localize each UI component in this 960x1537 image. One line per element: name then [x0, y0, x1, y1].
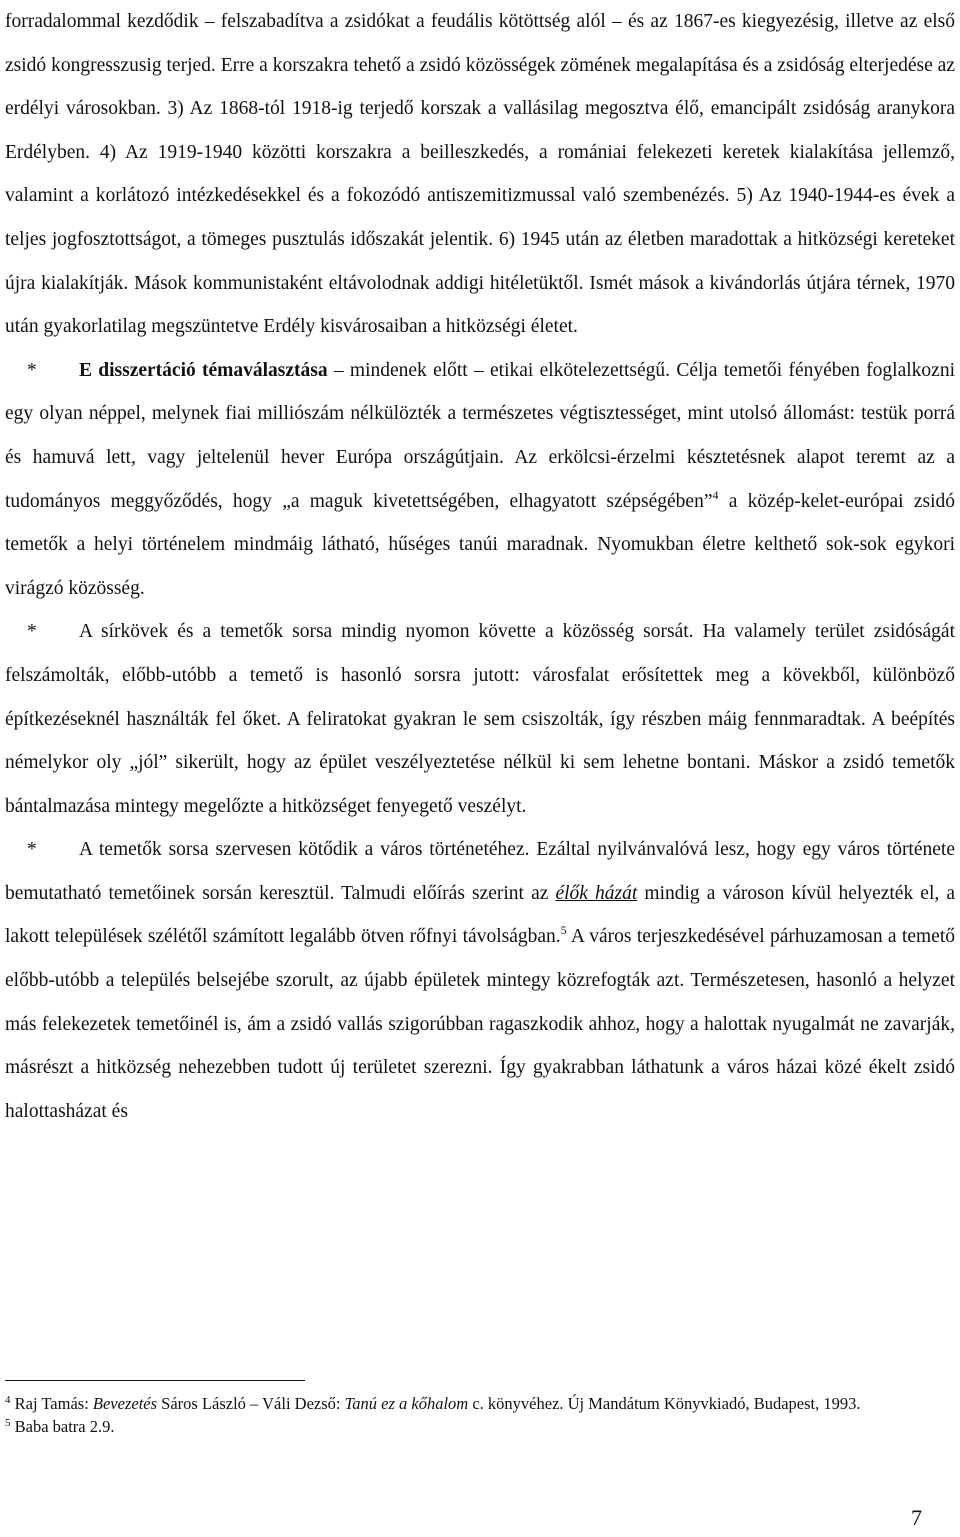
footnote-text: Raj Tamás:: [10, 1394, 93, 1413]
page-number: 7: [911, 1505, 922, 1530]
paragraph-cemetery-city: [5, 828, 955, 1133]
paragraph-text: A sírkövek és a temetők sorsa mindig nyomon követte a közösség sorsát. Ha valamely terület zsidóságát felszámolták, előbb-utóbb a temető is hasonló sorsra jutott: városfalat erősítettek meg a kövekből, különböző építkezéseknél használták fel őket. A feliratokat gyakran le sem csiszolták, így részben máig fennmaradtak. A beépítés némelykor oly „jól” sikerült, hogy az épület veszélyeztetése nélkül ki sem lehetne bontani. Máskor a zsidó temetők bántalmazása mintegy megelőzte a hitközséget fenyegető veszélyt.: [5, 621, 955, 817]
footnotes: [5, 1392, 955, 1438]
footnote-4: [5, 1392, 955, 1415]
footnote-5: [5, 1415, 955, 1438]
footnote-text: c. könyvéhez. Új Mandátum Könyvkiadó, Budapest, 1993.: [468, 1394, 861, 1413]
bold-phrase: E disszertáció témaválasztása: [79, 359, 328, 381]
footnote-ref-4[interactable]: 4: [712, 487, 719, 502]
paragraph-text: A temetők sorsa szervesen kötődik a város történetéhez. Ezáltal nyilvánvalóvá lesz, hogy egy város története bemutatható temetőinek sorsán keresztül. Talmudi előírás szerint az: [5, 839, 955, 904]
paragraph-text: mindig a városon kívül helyezték el, a lakott települések szélétől számított legalább ötven rőfnyi távolságban.: [5, 882, 956, 948]
asterisk-marker: *: [27, 621, 37, 643]
footnote-title: Tanú ez a kőhalom: [344, 1394, 469, 1413]
footnote-number: 5: [5, 1417, 11, 1429]
paragraph-gravestones: [5, 610, 955, 828]
footnote-title: Bevezetés: [92, 1394, 158, 1413]
italic-term: élők házát: [555, 882, 638, 904]
paragraph-topic-choice: [5, 349, 955, 611]
footnote-number: 4: [5, 1394, 11, 1406]
paragraph-text: a közép-kelet-európai zsidó temetők a helyi történelem mindmáig látható, hűséges tanúi maradnak. Nyomukban életre kelthető sok-sok egykori virágzó közösség.: [5, 490, 955, 599]
paragraph-text: A város terjeszkedésével párhuzamosan a temető előbb-utóbb a település belsejébe szorult, az újabb épületek mintegy közrefogták azt. Természetesen, hasonló a helyzet más felekezetek temetőinél is, ám a zsidó vallás szigorúbban ragaszkodik ahhoz, hogy a halottak nyugalmát ne zavarják, másrészt a hitközség nehezebben tudott új területet szerezni. Így gyakrabban láthatunk a város házai közé ékelt zsidó halottasházat és: [5, 926, 955, 1122]
footnote-text: Baba batra 2.9.: [10, 1417, 115, 1436]
body-text: [5, 0, 955, 1133]
footnote-text: Sáros László – Váli Dezső:: [157, 1394, 345, 1413]
asterisk-marker: *: [27, 359, 37, 381]
paragraph-text: – mindenek előtt – etikai elkötelezettségű. Célja temetői fényében foglalkozni egy olyan néppel, melynek fiai milliószám nélkülözték a természetes végtisztességet, mint utolsó állomást: testük porrá és hamuvá lett, vagy jeltelenül hever Európa országútjain. Az erkölcsi-érzelmi késztetésnek alapot teremt az a tudományos meggyőződés, hogy „a maguk kivetettségében, elhagyatott szépségében”: [5, 359, 955, 512]
footnote-separator: [5, 1380, 305, 1381]
paragraph-text: forradalommal kezdődik – felszabadítva a zsidókat a feudális kötöttség alól – és az 1867-es kiegyezésig, illetve az első zsidó kongresszusig terjed. Erre a korszakra tehető a zsidó közösségek zömének megalapítása és a zsidóság elterjedése az erdélyi városokban. 3) Az 1868-tól 1918-ig terjedő korszak a vallásilag megosztva élő, emancipált zsidóság aranykora Erdélyben. 4) Az 1919-1940 közötti korszakra a beilleszkedés, a romániai felekezeti keretek kialakítása jellemző, valamint a korlátozó intézkedésekkel és a fokozódó antiszemitizmussal való szembenézés. 5) Az 1940-1944-es évek a teljes jogfosztottságot, a tömeges pusztulás időszakát jelentik. 6) 1945 után az életben maradottak a hitközségi kereteket újra kialakítják. Mások kommunistaként eltávolodnak addigi hitéletüktől. Ismét mások a kivándorlás útjára térnek, 1970 után gyakorlatilag megszüntetve Erdély kisvárosaiban a hitközségi életet.: [5, 11, 955, 338]
asterisk-marker: *: [27, 839, 37, 861]
paragraph-history-periods: [5, 0, 955, 349]
footnote-ref-5[interactable]: 5: [560, 923, 567, 938]
